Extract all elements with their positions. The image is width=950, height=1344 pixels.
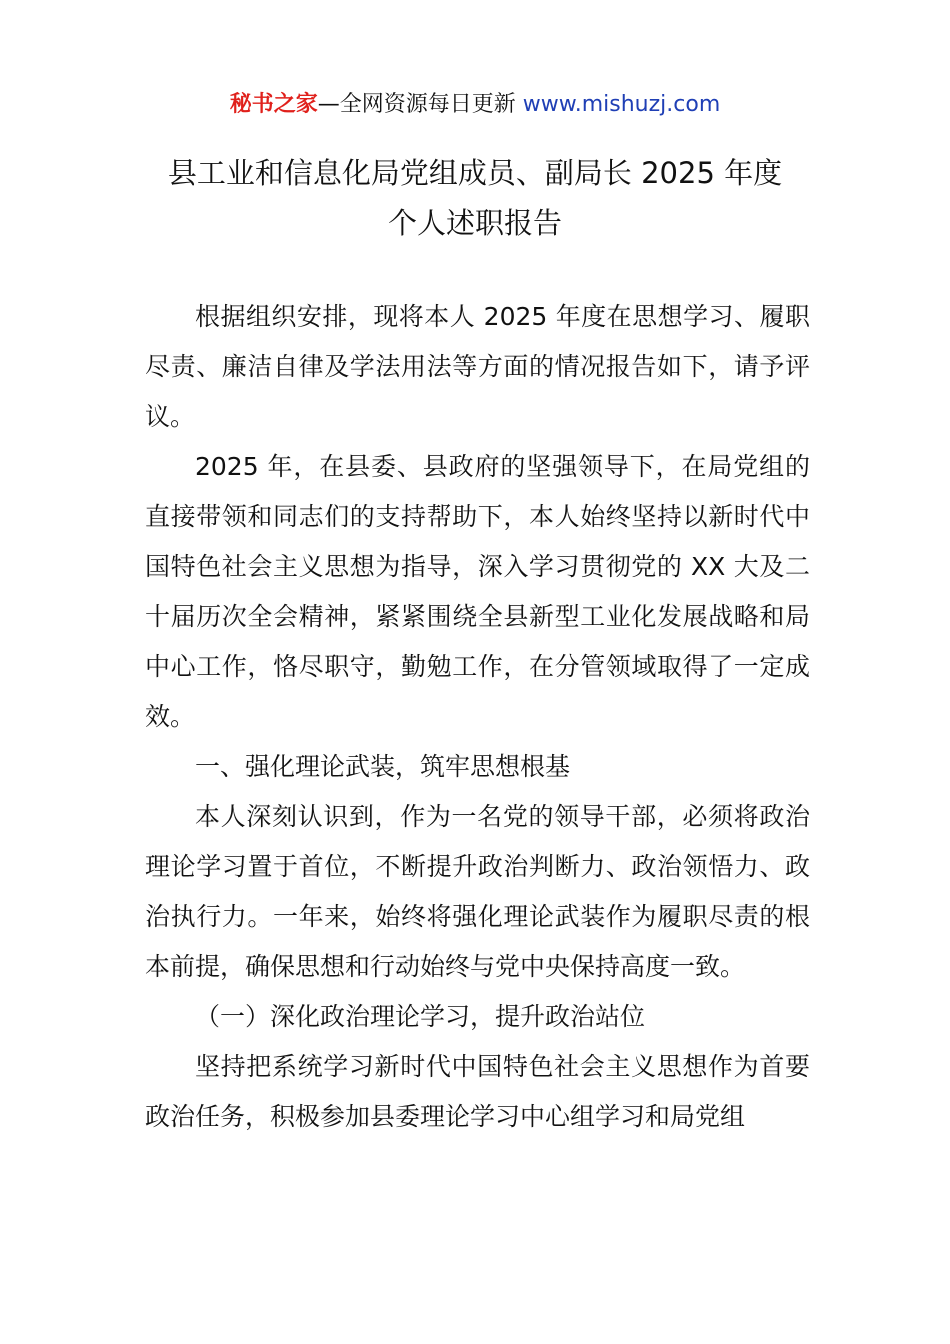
subsection-1-paragraph: 坚持把系统学习新时代中国特色社会主义思想作为首要政治任务，积极参加县委理论学习中心组学习和局党组 bbox=[145, 1052, 810, 1131]
document-title bbox=[120, 148, 830, 248]
header-tagline: —全网资源每日更新 bbox=[317, 92, 523, 117]
section-heading-1: 一、强化理论武装，筑牢思想根基 bbox=[195, 752, 571, 781]
document-body bbox=[145, 292, 810, 1142]
brand-name: 秘书之家 bbox=[229, 92, 318, 117]
section-1-paragraph: 本人深刻认识到，作为一名党的领导干部，必须将政治理论学习置于首位，不断提升政治判断力、政治领悟力、政治执行力。一年来，始终将强化理论武装作为履职尽责的根本前提，确保思想和行动始终与党中央保持高度一致。 bbox=[145, 802, 810, 981]
site-url-link[interactable]: www.mishuzj.com bbox=[522, 92, 721, 117]
overview-paragraph: 2025 年，在县委、县政府的坚强领导下，在局党组的直接带领和同志们的支持帮助下，本人始终坚持以新时代中国特色社会主义思想为指导，深入学习贯彻党的 XX 大及二十届历次全会精神，紧紧围绕全县新型工业化发展战略和局中心工作，恪尽职守，勤勉工作，在分管领域取得了一定成效。 bbox=[145, 452, 810, 731]
site-header bbox=[0, 88, 950, 122]
subsection-heading-1: （一）深化政治理论学习，提升政治站位 bbox=[195, 1002, 646, 1031]
intro-paragraph: 根据组织安排，现将本人 2025 年度在思想学习、履职尽责、廉洁自律及学法用法等方面的情况报告如下，请予评议。 bbox=[145, 302, 810, 431]
title-line-1: 县工业和信息化局党组成员、副局长 2025 年度 bbox=[167, 156, 783, 190]
title-line-2: 个人述职报告 bbox=[387, 206, 562, 240]
